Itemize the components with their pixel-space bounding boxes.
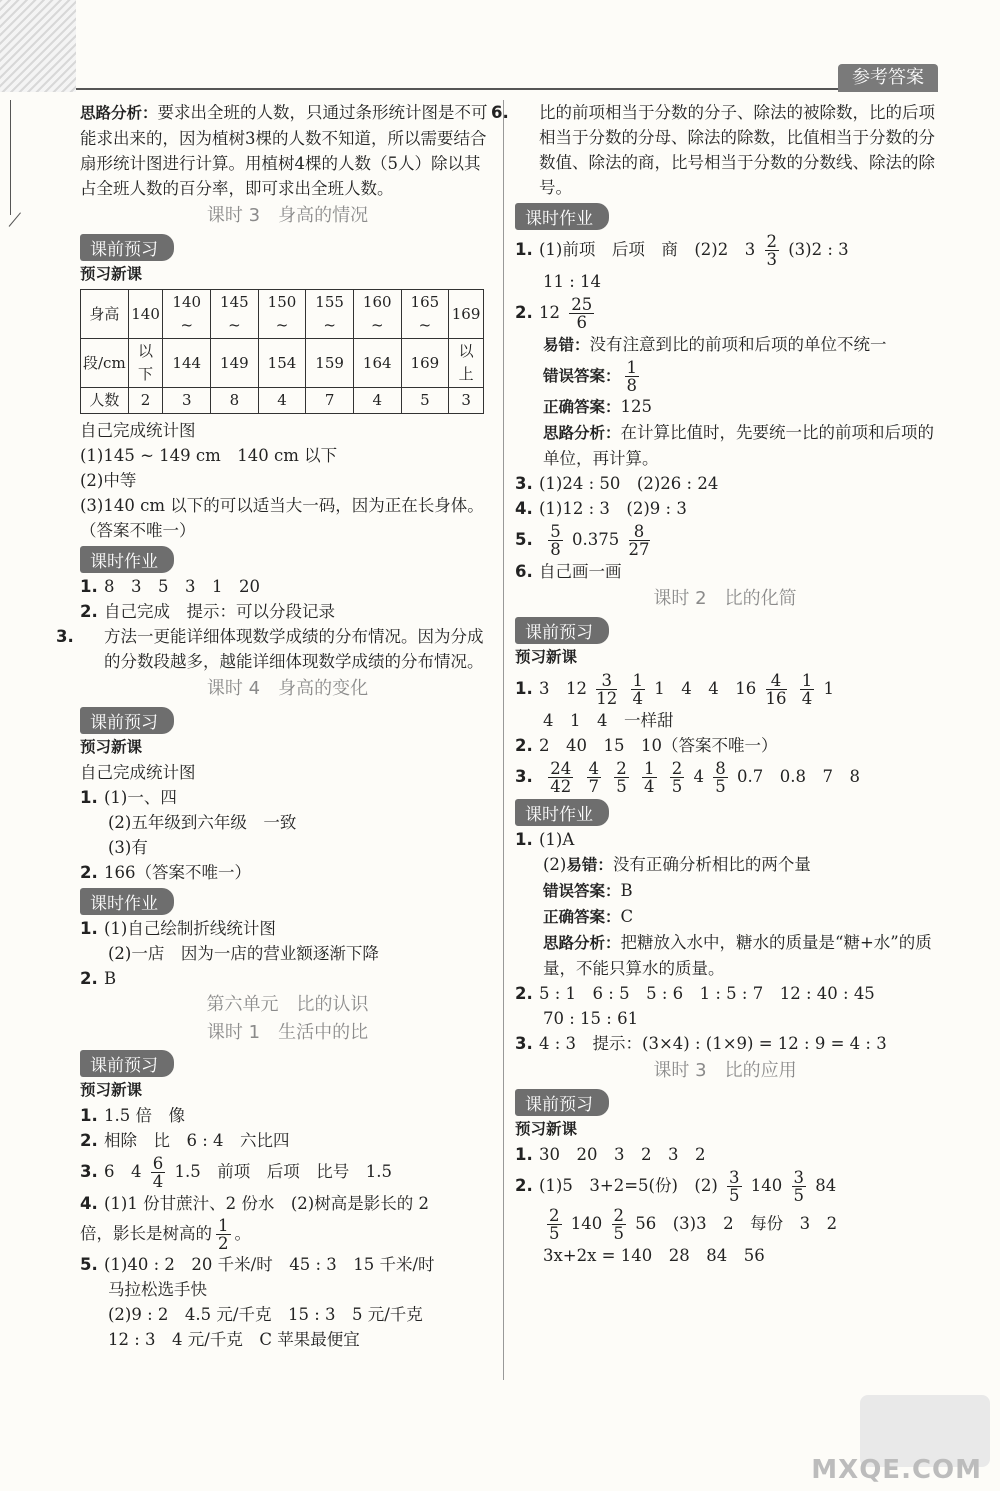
item-number: 3. [515, 1034, 533, 1053]
item-text: (1)前项 后项 商 (2)2 3 [539, 240, 756, 259]
fraction [548, 523, 563, 558]
fraction [670, 760, 685, 795]
item-number: 3. [56, 627, 74, 646]
item-number: 1. [80, 1106, 98, 1125]
item-text: 0.375 [572, 530, 620, 549]
denominator: 8 [626, 376, 638, 395]
numerator: 8 [629, 523, 650, 541]
answer-line: (3)有 [108, 838, 148, 857]
label: 易错： [566, 856, 613, 874]
header-tab: 参考答案 [838, 64, 938, 92]
answer-line [515, 1205, 935, 1243]
table-cell: 段/cm [81, 339, 129, 388]
item-text: (1)40 : 2 20 千米/时 45 : 3 15 千米/时 [104, 1255, 435, 1274]
answer-item [80, 599, 495, 624]
table-cell: 3 [163, 388, 211, 414]
table-cell: 人数 [81, 388, 129, 414]
item-number: 3. [515, 474, 533, 493]
answer-line [515, 878, 935, 904]
header-rule [76, 88, 938, 90]
denominator: 27 [628, 540, 650, 559]
fraction [625, 359, 640, 394]
item-number: 1. [515, 830, 533, 849]
item-text: 1 4 4 16 [654, 679, 757, 698]
answer-item [515, 496, 935, 521]
numerator: 1 [644, 759, 655, 778]
answer-line: (2)中等 [80, 471, 137, 490]
header-hatch-decoration [0, 0, 76, 92]
analysis-paragraph [80, 100, 495, 201]
item-text: 6 4 [104, 1162, 142, 1181]
item-text: 56 (3)3 2 每份 3 2 [635, 1214, 838, 1233]
item-text: 4 [693, 767, 704, 786]
answer-item [515, 733, 935, 758]
item-number: 2. [80, 1131, 98, 1150]
table-cell: 145 ~ [211, 290, 259, 339]
answer-item [80, 574, 495, 599]
subtitle: 预习新课 [80, 265, 143, 283]
numerator: 24 [550, 759, 572, 778]
denominator: 8 [550, 540, 561, 559]
homework-badge: 课时作业 [515, 799, 609, 826]
fraction [587, 760, 602, 795]
table-cell: 154 [258, 339, 306, 388]
answer-line: (2)9 : 2 4.5 元/千克 15 : 3 5 元/千克 [108, 1305, 423, 1324]
watermark: MXQE.COM [811, 1455, 982, 1485]
item-text: C [620, 907, 634, 926]
item-text: (2) [543, 855, 567, 874]
numerator: 25 [571, 295, 593, 314]
table-cell: 4 [258, 388, 306, 414]
fraction [614, 760, 629, 795]
fraction [631, 672, 646, 707]
answer-item [515, 758, 935, 796]
answer-item [515, 1031, 935, 1056]
table-cell: 身高 [81, 290, 129, 339]
item-number: 2. [515, 303, 533, 322]
answer-line: 自己完成统计图 [80, 421, 196, 440]
table-cell: 155 ~ [306, 290, 354, 339]
item-number: 3. [80, 1162, 98, 1181]
denominator: 4 [644, 777, 655, 796]
item-number: 2. [80, 969, 98, 988]
numerator: 1 [632, 671, 643, 690]
homework-badge: 课时作业 [515, 203, 609, 230]
table-cell: 4 [353, 388, 401, 414]
preview-badge: 课前预习 [515, 1089, 609, 1116]
item-text: 140 [750, 1176, 783, 1195]
numerator: 1 [218, 1216, 229, 1235]
denominator: 2 [218, 1234, 229, 1253]
table-cell: 140 [128, 290, 163, 339]
answer-item [515, 231, 935, 269]
item-number: 5. [80, 1255, 98, 1274]
answer-line: 11 : 14 [543, 272, 602, 291]
item-text: 4 : 3 提示：(3×4) : (1×9) = 12 : 9 = 4 : 3 [539, 1034, 887, 1053]
item-text: 30 20 3 2 3 2 [539, 1145, 706, 1164]
answer-item [515, 471, 935, 496]
item-number: 2. [80, 602, 98, 621]
item-number: 1. [80, 788, 98, 807]
numerator: 5 [550, 522, 561, 541]
item-number: 1. [515, 1145, 533, 1164]
fraction [713, 760, 728, 795]
left-column [56, 100, 495, 1352]
item-text: 相除 比 6 : 4 六比四 [104, 1131, 290, 1150]
answer-line: 马拉松选手快 [108, 1280, 207, 1299]
table-cell: 149 [211, 339, 259, 388]
item-number: 2. [80, 863, 98, 882]
fraction [727, 1169, 742, 1204]
item-text: 125 [620, 397, 653, 416]
preview-badge: 课前预习 [80, 234, 174, 261]
numerator: 3 [729, 1168, 740, 1187]
item-text: 12 [539, 303, 560, 322]
item-number: 4. [515, 499, 533, 518]
answer-item [80, 1103, 495, 1128]
table-cell: 8 [211, 388, 259, 414]
fraction [216, 1217, 231, 1252]
label: 错误答案： [543, 367, 621, 385]
lesson-title: 课时 3 比的应用 [653, 1060, 797, 1081]
item-text: (1)1 份甘蔗汁、2 份水 (2)树高是影长的 2 [104, 1194, 429, 1213]
preview-badge: 课前预习 [80, 707, 174, 734]
item-text: 在计算比值时，先要统一比的前项和后项的单位，再计算。 [543, 423, 935, 468]
label: 正确答案： [543, 908, 621, 926]
numerator: 1 [801, 671, 813, 690]
numerator: 2 [671, 759, 683, 778]
fraction [547, 1207, 562, 1242]
answer-line: 70 : 15 : 61 [543, 1009, 639, 1028]
fraction [766, 672, 787, 707]
item-text: 方法一更能详细体现数学成绩的分布情况。因为分成的分数段越多，越能详细体现数学成绩的分布情况。 [104, 627, 484, 671]
denominator: 5 [616, 777, 627, 796]
answer-item [80, 1128, 495, 1153]
table-cell: 2 [128, 388, 163, 414]
subtitle: 预习新课 [515, 648, 578, 666]
answer-line: 3x+2x = 140 28 84 56 [543, 1246, 765, 1265]
item-text: (1)自己绘制折线统计图 [104, 919, 276, 938]
denominator: 7 [588, 777, 599, 796]
denominator: 5 [671, 777, 683, 796]
answer-line [80, 1216, 495, 1252]
fraction [642, 760, 657, 795]
numerator: 4 [766, 672, 787, 690]
answer-item [80, 1252, 495, 1277]
answer-line: 12 : 3 4 元/千克 C 苹果最便宜 [108, 1330, 360, 1349]
item-text: 没有注意到比的前项和后项的单位不统一 [589, 335, 887, 354]
table-cell: 7 [306, 388, 354, 414]
answer-line: 自己完成统计图 [80, 763, 196, 782]
fraction [569, 296, 594, 331]
item-number: 2. [515, 1176, 533, 1195]
table-cell: 169 [401, 339, 449, 388]
item-text: 3 12 [539, 679, 587, 698]
answer-line [515, 852, 935, 878]
numerator: 8 [715, 759, 726, 778]
item-text: (3)2 : 3 [788, 240, 849, 259]
answer-item [80, 1191, 495, 1216]
table-cell: 144 [163, 339, 211, 388]
analysis-label: 思路分析： [80, 104, 158, 122]
item-text: 140 [570, 1214, 603, 1233]
item-text: 166（答案不唯一） [104, 863, 251, 882]
answer-item [56, 624, 495, 674]
item-text: (1)24 : 50 (2)26 : 24 [539, 474, 719, 493]
denominator: 42 [550, 777, 572, 796]
item-text: 84 [815, 1176, 837, 1195]
table-cell: 159 [306, 339, 354, 388]
item-number: 6. [491, 103, 509, 122]
preview-badge: 课前预习 [515, 617, 609, 644]
table-cell: 150 ~ [258, 290, 306, 339]
item-text: B [104, 969, 117, 988]
item-number: 1. [515, 240, 533, 259]
fraction [596, 672, 617, 707]
item-text: 没有正确分析相比的两个量 [612, 855, 811, 874]
right-column [491, 100, 935, 1268]
item-text: 2 40 15 10（答案不唯一） [539, 736, 778, 755]
item-number: 1. [80, 919, 98, 938]
fraction [800, 672, 815, 707]
item-text: (1)12 : 3 (2)9 : 3 [539, 499, 687, 518]
table-cell: 160 ~ [353, 290, 401, 339]
answer-item [515, 1167, 935, 1205]
item-text: 把糖放入水中，糖水的质量是“糖+水”的质量，不能只算水的质量。 [543, 933, 932, 978]
answer-item [515, 981, 935, 1006]
denominator: 5 [793, 1186, 805, 1205]
preview-badge: 课前预习 [80, 1050, 174, 1077]
answer-item [515, 827, 935, 852]
analysis-text: 要求出全班的人数，只通过条形统计图是不可能求出来的，因为植树3棵的人数不知道，所以需要结合扇形统计图进行计算。用植树4棵的人数（5人）除以其占全班人数的百分率，即可求出全班人数。 [80, 103, 488, 198]
answer-item [515, 559, 935, 584]
fraction [629, 523, 650, 558]
numerator: 2 [766, 232, 777, 251]
item-text: 。 [234, 1224, 251, 1243]
subtitle: 预习新课 [80, 738, 143, 756]
denominator: 16 [765, 689, 787, 708]
label: 错误答案： [543, 882, 621, 900]
numerator: 3 [596, 672, 617, 690]
item-text: 8 3 5 3 1 20 [104, 577, 260, 596]
item-text: 比的前项相当于分数的分子、除法的被除数，比的后项相当于分数的分母、除法的除数，比值相当于分数的分数值、除法的商，比号相当于分数的分数线、除法的除号。 [539, 103, 935, 197]
column-divider [503, 100, 504, 1380]
denominator: 5 [549, 1224, 560, 1243]
lesson-title: 课时 1 生活中的比 [206, 1022, 369, 1043]
denominator: 6 [576, 313, 587, 332]
answer-line [515, 358, 935, 394]
fraction [765, 233, 780, 268]
answer-line: (1)145 ~ 149 cm 140 cm 以下 [80, 446, 338, 465]
denominator: 4 [801, 689, 813, 708]
item-number: 4. [80, 1194, 98, 1213]
lesson-title: 课时 2 比的化简 [653, 588, 797, 609]
answer-line [515, 332, 935, 358]
numerator: 3 [793, 1168, 805, 1187]
denominator: 4 [152, 1172, 164, 1191]
denominator: 4 [632, 689, 643, 708]
table-cell: 169 [449, 290, 484, 339]
answer-line [515, 904, 935, 930]
denominator: 5 [715, 777, 726, 796]
item-text: (1)5 3+2=5(份) (2) [539, 1176, 718, 1195]
label: 正确答案： [543, 398, 621, 416]
item-text: (1)A [539, 830, 575, 849]
item-number: 6. [515, 562, 533, 581]
answer-line: (2)一店 因为一店的营业额逐渐下降 [108, 944, 379, 963]
answer-item [515, 294, 935, 332]
answer-item [515, 521, 935, 559]
height-table [80, 289, 484, 414]
table-cell: 140 ~ [163, 290, 211, 339]
subtitle: 预习新课 [80, 1081, 143, 1099]
numerator: 4 [588, 759, 599, 778]
item-text: 倍，影长是树高的 [80, 1224, 212, 1243]
item-text: 1.5 倍 像 [104, 1106, 185, 1125]
item-number: 3. [515, 767, 533, 786]
label: 易错： [543, 336, 590, 354]
homework-badge: 课时作业 [80, 888, 174, 915]
numerator: 6 [152, 1154, 164, 1173]
label: 思路分析： [543, 424, 621, 442]
table-cell: 5 [401, 388, 449, 414]
lesson-title: 课时 4 身高的变化 [206, 678, 369, 699]
answer-item [80, 1153, 495, 1191]
subtitle: 预习新课 [515, 1120, 578, 1138]
item-text: 自己画一画 [539, 562, 622, 581]
item-text: 5 : 1 6 : 5 5 : 6 1 : 5 : 7 12 : 40 : 45 [539, 984, 875, 1003]
numerator: 2 [613, 1206, 624, 1225]
answer-line: (2)五年级到六年级 一致 [108, 813, 297, 832]
lesson-title: 课时 3 身高的情况 [206, 205, 369, 226]
item-text: 自己完成 提示：可以分段记录 [104, 602, 335, 621]
numerator: 1 [626, 358, 638, 377]
table-cell: 以上 [449, 339, 484, 388]
answer-line [515, 394, 935, 420]
table-cell: 以下 [128, 339, 163, 388]
denominator: 12 [596, 689, 618, 708]
homework-badge: 课时作业 [80, 546, 174, 573]
fraction [792, 1169, 807, 1204]
numerator: 2 [616, 759, 627, 778]
unit-title: 第六单元 比的认识 [206, 994, 369, 1015]
answer-item [515, 1142, 935, 1167]
numerator: 2 [549, 1206, 560, 1225]
item-number: 1. [80, 577, 98, 596]
answer-item [80, 916, 495, 941]
denominator: 5 [613, 1224, 624, 1243]
fraction [612, 1207, 627, 1242]
margin-mark [10, 100, 11, 215]
item-text: 1.5 前项 后项 比号 1.5 [174, 1162, 392, 1181]
item-text: (1)一、四 [104, 788, 177, 807]
answer-item [491, 100, 935, 200]
answer-line [515, 420, 935, 471]
answer-item [80, 785, 495, 810]
item-text: B [620, 881, 633, 900]
item-number: 2. [515, 736, 533, 755]
fraction [151, 1155, 166, 1190]
item-text: 1 [823, 679, 834, 698]
answer-item [80, 860, 495, 885]
item-number: 2. [515, 984, 533, 1003]
table-cell: 3 [449, 388, 484, 414]
denominator: 5 [729, 1186, 740, 1205]
table-row [81, 339, 484, 388]
label: 思路分析： [543, 934, 621, 952]
item-number: 1. [515, 679, 533, 698]
answer-item [80, 966, 495, 991]
answer-line: (3)140 cm 以下的可以适当大一码，因为正在长身体。（答案不唯一） [80, 496, 484, 540]
answer-line: 4 1 4 一样甜 [543, 711, 674, 730]
table-cell: 164 [353, 339, 401, 388]
table-row [81, 290, 484, 339]
item-text: 0.7 0.8 7 8 [737, 767, 860, 786]
denominator: 3 [766, 250, 777, 269]
table-cell: 165 ~ [401, 290, 449, 339]
item-number: 5. [515, 530, 533, 549]
answer-item [515, 670, 935, 708]
table-row [81, 388, 484, 414]
fraction [548, 760, 573, 795]
answer-line [515, 930, 935, 981]
